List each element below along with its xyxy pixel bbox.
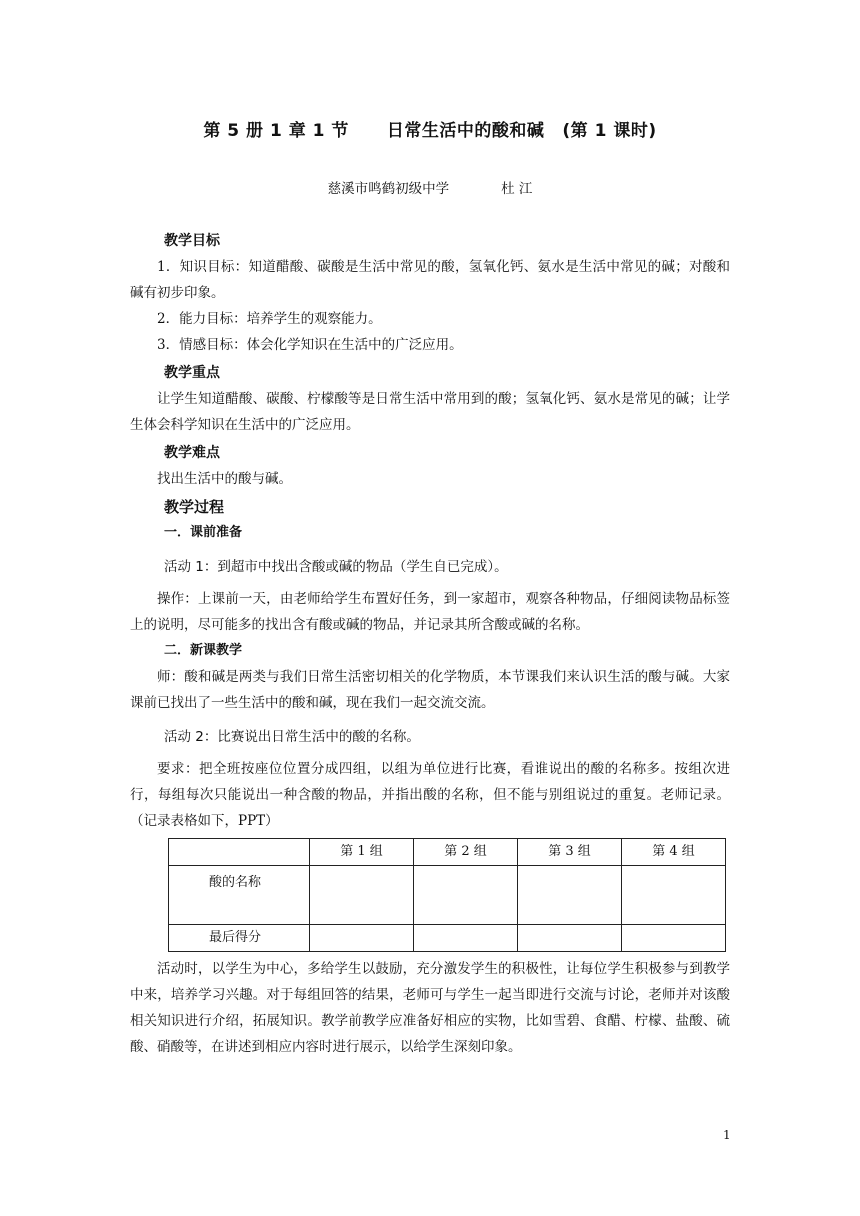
table-header-cell: 第 4 组: [622, 839, 726, 866]
author-name: 杜 江: [501, 181, 533, 197]
table-row: [169, 866, 726, 925]
title-chapter: 第 5 册 1 章 1 节: [203, 121, 349, 141]
objectives-heading: 教学目标: [164, 233, 220, 249]
prep-heading: 一．课前准备: [164, 525, 243, 540]
table-cell: [414, 925, 518, 952]
objective-3: 3．情感目标：体会化学知识在生活中的广泛应用。: [157, 337, 463, 353]
table-cell: [518, 866, 622, 925]
operation-text: 操作：上课前一天，由老师给学生布置好任务，到一家超市，观察各种物品，仔细阅读物品标签上的说明，尽可能多的找出含有酸或碱的物品，并记录其所含酸或碱的名称。: [130, 591, 730, 633]
objective-2: 2．能力目标：培养学生的观察能力。: [157, 311, 382, 327]
table-cell: [622, 925, 726, 952]
document-body: [130, 226, 730, 1060]
activity-2: 活动 2：比赛说出日常生活中的酸的名称。: [164, 729, 420, 745]
closing-text: 活动时，以学生为中心，多给学生以鼓励，充分激发学生的积极性，让每位学生积极参与到教学中来，培养学习兴趣。对于每组回答的结果，老师可与学生一起当即进行交流与讨论，老师并对该酸相关知识进行介绍，拓展知识。教学前教学应准备好相应的实物，比如雪碧、食醋、柠檬、盐酸、硫酸、硝酸等，在讲述到相应内容时进行展示，以给学生深刻印象。: [130, 961, 730, 1055]
activity-1: 活动 1：到超市中找出含酸或碱的物品（学生自已完成）。: [164, 559, 508, 575]
new-lesson-heading: 二．新课教学: [164, 643, 243, 658]
key-points-text: 让学生知道醋酸、碳酸、柠檬酸等是日常生活中常用到的酸；氢氧化钙、氨水是常见的碱；让学生体会科学知识在生活中的广泛应用。: [130, 391, 730, 433]
record-table: [168, 838, 726, 952]
table-cell: [518, 925, 622, 952]
table-header-row: [169, 839, 726, 866]
table-row: [169, 925, 726, 952]
table-cell: [622, 866, 726, 925]
table-header-cell: 第 2 组: [414, 839, 518, 866]
table-header-cell: 第 3 组: [518, 839, 622, 866]
teacher-text: 师：酸和碱是两类与我们日常生活密切相关的化学物质，本节课我们来认识生活的酸与碱。大家课前已找出了一些生活中的酸和碱，现在我们一起交流交流。: [130, 669, 730, 711]
difficulty-heading: 教学难点: [164, 445, 220, 461]
author-school: 慈溪市鸣鹤初级中学: [327, 181, 450, 197]
author-line: [0, 177, 860, 197]
objective-1: 1．知识目标：知道醋酸、碳酸是生活中常见的酸，氢氧化钙、氨水是生活中常见的碱；对酸和碱有初步印象。: [130, 259, 730, 301]
table-cell: [310, 925, 414, 952]
row-label-acid-names: 酸的名称: [169, 866, 310, 925]
process-heading: 教学过程: [164, 498, 225, 516]
table-cell: [414, 866, 518, 925]
title-topic: 日常生活中的酸和碱: [386, 121, 545, 141]
page-number: 1: [723, 1128, 731, 1142]
difficulty-text: 找出生活中的酸与碱。: [157, 471, 292, 487]
table-header-cell: [169, 839, 310, 866]
row-label-final-score: 最后得分: [169, 925, 310, 952]
key-points-heading: 教学重点: [164, 365, 220, 381]
requirement-text: 要求：把全班按座位位置分成四组，以组为单位进行比赛，看谁说出的酸的名称多。按组次进行，每组每次只能说出一种含酸的物品，并指出酸的名称，但不能与别组说过的重复。老师记录。（记录表格如下，PPT）: [130, 761, 730, 829]
document-title: [0, 116, 860, 141]
title-lesson: (第 1 课时): [562, 121, 657, 141]
table-header-cell: 第 1 组: [310, 839, 414, 866]
table-cell: [310, 866, 414, 925]
